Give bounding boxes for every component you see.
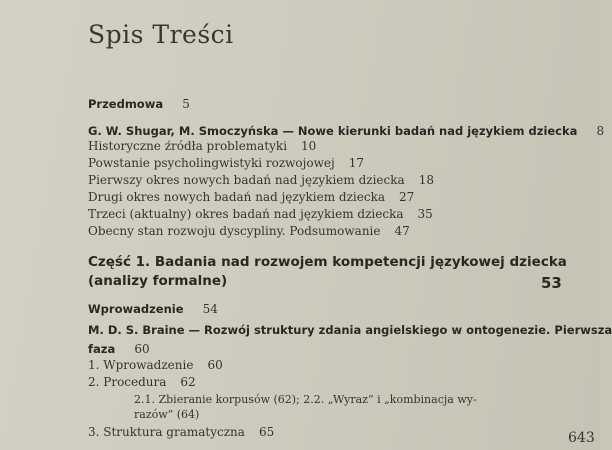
toc-item xyxy=(88,425,274,439)
toc-section1-header xyxy=(88,120,604,139)
toc-item-page: 18 xyxy=(418,173,434,187)
toc-item xyxy=(88,139,316,153)
toc-item-label: Drugi okres nowych badań nad językiem dziecka xyxy=(88,190,386,204)
toc-preface-page: 5 xyxy=(182,97,190,111)
toc-item-page: 62 xyxy=(180,375,196,389)
toc-item-label: Historyczne źródła problematyki xyxy=(88,139,288,153)
toc-item xyxy=(88,375,196,389)
toc-section1-page: 8 xyxy=(596,124,605,138)
toc-item xyxy=(88,207,433,221)
page-number: 643 xyxy=(568,430,595,446)
toc-item-page: 27 xyxy=(399,190,415,204)
toc-intro-page: 54 xyxy=(202,302,218,316)
toc-section2-title-line2: faza xyxy=(88,342,116,356)
toc-preface xyxy=(88,93,190,112)
toc-item-label: 1. Wprowadzenie xyxy=(88,358,194,372)
toc-item-label: Powstanie psycholingwistyki rozwojowej xyxy=(88,156,335,170)
toc-item-page: 60 xyxy=(207,358,223,372)
part1-title-line1: Część 1. Badania nad rozwojem kompetencji językowej dziecka xyxy=(88,254,567,270)
toc-item-label: Trzeci (aktualny) okres badań nad językiem dziecka xyxy=(88,207,404,221)
toc-subitem-line1: 2.1. Zbieranie korpusów (62); 2.2. „Wyraz” i „kombinacja wy- xyxy=(134,393,477,406)
toc-item xyxy=(88,156,364,170)
toc-item-label: Pierwszy okres nowych badań nad językiem dziecka xyxy=(88,173,405,187)
toc-preface-label: Przedmowa xyxy=(88,97,164,111)
page-title: Spis Treści xyxy=(88,20,234,49)
toc-item-label: 2. Procedura xyxy=(88,375,167,389)
toc-section1-title: G. W. Shugar, M. Smoczyńska — Nowe kierunki badań nad językiem dziecka xyxy=(88,124,578,138)
toc-section2-header-line2 xyxy=(88,338,150,357)
toc-item-page: 10 xyxy=(301,139,317,153)
toc-item-page: 35 xyxy=(417,207,433,221)
toc-section2-page: 60 xyxy=(134,342,150,356)
toc-item-page: 47 xyxy=(394,224,410,238)
toc-item xyxy=(88,224,410,238)
toc-section2-title-line1: M. D. S. Braine — Rozwój struktury zdania angielskiego w ontogenezie. Pierwsza xyxy=(88,323,612,337)
toc-item-page: 65 xyxy=(258,425,275,439)
toc-intro xyxy=(88,298,218,317)
toc-subitem-line2: razów” (64) xyxy=(134,408,200,421)
toc-item xyxy=(88,190,414,204)
toc-item-label: 3. Struktura gramatyczna xyxy=(88,425,245,439)
toc-item-page: 17 xyxy=(348,156,364,170)
toc-item-label: Obecny stan rozwoju dyscypliny. Podsumowanie xyxy=(88,224,381,238)
part1-title-line2: (analizy formalne) xyxy=(88,273,228,289)
toc-item xyxy=(88,173,434,187)
toc-item xyxy=(88,358,223,372)
toc-intro-label: Wprowadzenie xyxy=(88,302,184,316)
part1-page: 53 xyxy=(541,274,562,292)
